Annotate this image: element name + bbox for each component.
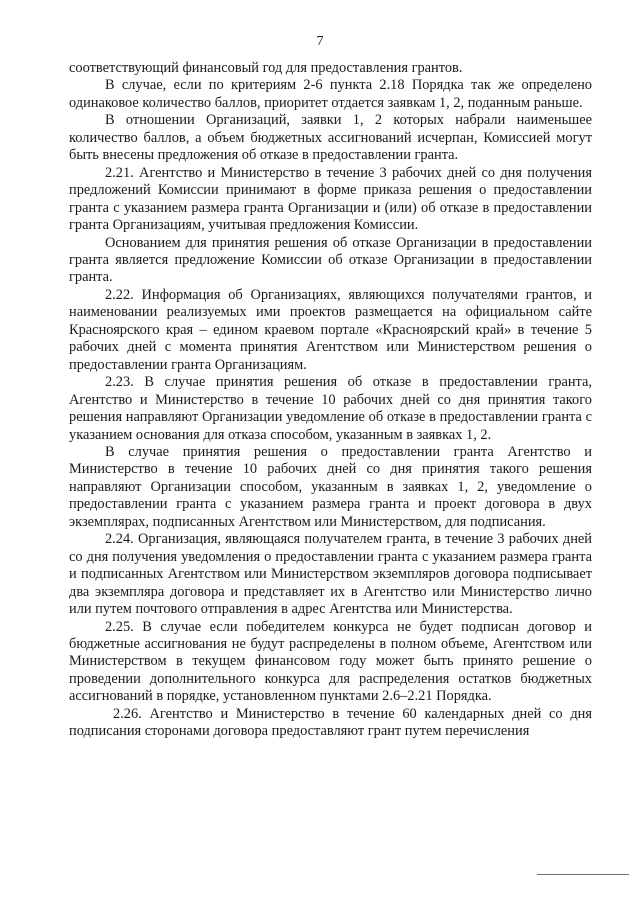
paragraph-priority-tie: В случае, если по критериям 2-6 пункта 2.18 Порядка так же определено одинаковое количество баллов, приоритет отдается заявкам 1, 2, поданным раньше. — [69, 77, 592, 111]
paragraph-2-22: 2.22. Информация об Организациях, являющихся получателями грантов, и наименовании реализуемых ими проектов размещается на официальном сайте Красноярского края – едином краевом портале «Красноярский край» в течение 5 рабочих дней с момента принятия Агентством или Министерством решения о предоставлении гранта Организациям. — [69, 286, 592, 373]
page-number: 7 — [316, 34, 324, 49]
scan-edge-line — [537, 874, 629, 875]
paragraph-refusal-basis: Основанием для принятия решения об отказе Организации в предоставлении гранта является предложение Комиссии об отказе Организации в предоставлении гранта. — [69, 234, 592, 286]
paragraph-continuation: соответствующий финансовый год для предоставления грантов. — [69, 60, 463, 76]
paragraph-2-26: 2.26. Агентство и Министерство в течение 60 календарных дней со дня подписания сторонами договора предоставляют грант путем перечисления — [69, 705, 592, 740]
paragraph-2-23: 2.23. В случае принятия решения об отказе в предоставлении гранта, Агентство и Министерство в течение 10 рабочих дней со дня принятия такого решения направляют Организации уведомление об отказе в предоставлении гранта с указанием основания для отказа способом, указанным в заявках 1, 2. — [69, 374, 592, 443]
paragraph-grant-decision: В случае принятия решения о предоставлении гранта Агентство и Министерство в течение 10 рабочих дней со дня принятия такого решения направляют Организации способом, указанным в заявках 1, 2, уведомление о предоставлении гранта с указанием размера гранта и проект договора в двух экземплярах, подписанных Агентством или Министерством, для подписания. — [69, 443, 592, 530]
paragraph-lowest-score: В отношении Организаций, заявки 1, 2 которых набрали наименьшее количество баллов, а объем бюджетных ассигнований исчерпан, Комиссией могут быть внесены предложения об отказе в предоставлении гранта. — [69, 112, 592, 164]
document-body — [69, 60, 592, 741]
paragraph-2-24: 2.24. Организация, являющаяся получателем гранта, в течение 3 рабочих дней со дня получения уведомления о предоставлении гранта с указанием размера гранта и подписанных Агентством или Министерством экземпляров договора подписывает два экземпляра договора и представляет их в Агентство или Министерство лично или путем почтового отправления в адрес Агентства или Министерства. — [69, 531, 592, 618]
paragraph-2-21: 2.21. Агентство и Министерство в течение 3 рабочих дней со дня получения предложений Комиссии принимают в форме приказа решения о предоставлении гранта с указанием размера гранта Организации и (или) об отказе в предоставлении гранта Организациям, учитывая предложения Комиссии. — [69, 164, 592, 234]
paragraph-2-25: 2.25. В случае если победителем конкурса не будет подписан договор и бюджетные ассигнования не будут распределены в полном объеме, Агентством или Министерством в текущем финансовом году может быть принято решение о проведении дополнительного конкурса для распределения остатков бюджетных ассигнований в порядке, установленном пунктами 2.6–2.21 Порядка. — [69, 618, 592, 705]
